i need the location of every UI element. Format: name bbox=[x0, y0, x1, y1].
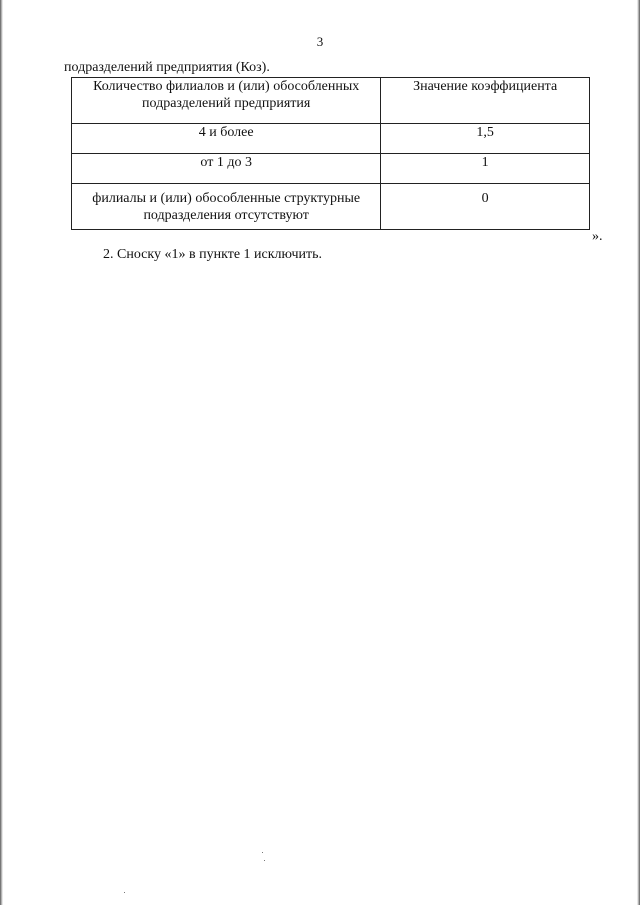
table-header-row bbox=[72, 78, 590, 124]
table-header-branches: Количество филиалов и (или) обособленных подразделений предприятия bbox=[72, 78, 381, 124]
intro-text: подразделений предприятия (Коз). bbox=[64, 60, 270, 75]
table-row bbox=[72, 184, 590, 230]
coefficient-table bbox=[71, 77, 590, 230]
closing-quote: ». bbox=[592, 229, 603, 244]
scan-speck bbox=[124, 892, 125, 893]
table-cell-value: 1 bbox=[381, 154, 590, 184]
table-cell-value: 0 bbox=[381, 184, 590, 230]
table-cell-condition: филиалы и (или) обособленные структурные подразделения отсутствуют bbox=[72, 184, 381, 230]
scan-speck bbox=[262, 852, 263, 853]
table-cell-condition: от 1 до 3 bbox=[72, 154, 381, 184]
scan-edge-left bbox=[0, 0, 3, 905]
table-header-coefficient: Значение коэффициента bbox=[381, 78, 590, 124]
table-cell-condition: 4 и более bbox=[72, 124, 381, 154]
page-number: 3 bbox=[316, 34, 324, 49]
table-row bbox=[72, 124, 590, 154]
amendment-item-2: 2. Сноску «1» в пункте 1 исключить. bbox=[103, 247, 322, 262]
table-row bbox=[72, 154, 590, 184]
scan-speck bbox=[264, 860, 265, 861]
table-cell-value: 1,5 bbox=[381, 124, 590, 154]
